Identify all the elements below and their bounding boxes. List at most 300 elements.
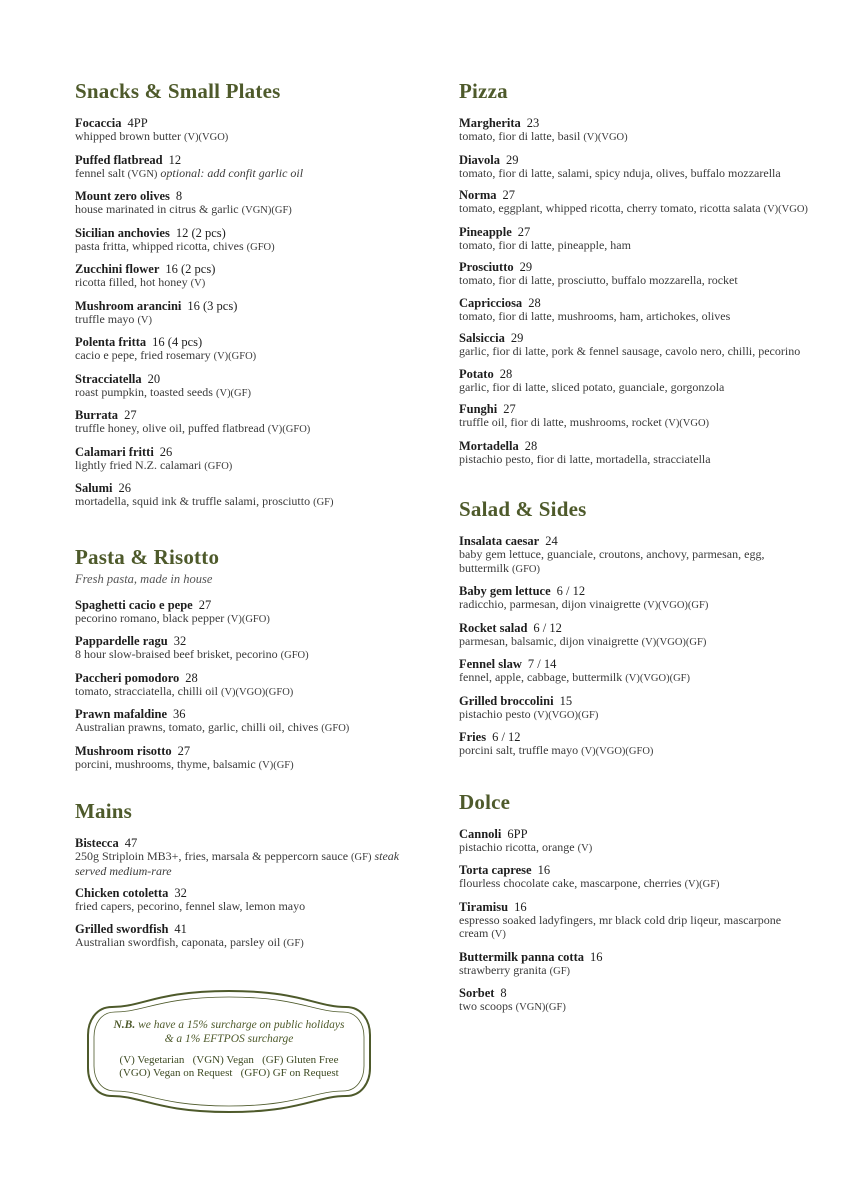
menu-item-name: Paccheri pomodoro [75, 670, 180, 685]
menu-item-name: Insalata caesar [459, 534, 540, 548]
menu-item [75, 481, 425, 510]
menu-item [75, 886, 425, 914]
menu-item-name: Sorbet [459, 986, 495, 1000]
menu-item-desc-text: truffle mayo [75, 311, 135, 326]
menu-item [75, 408, 425, 437]
menu-item-description [459, 416, 809, 431]
menu-item-desc-text: pistachio pesto [459, 706, 531, 721]
dietary-tags: (V)(VGO)(GFO) [581, 746, 654, 757]
menu-item-price: 20 [147, 371, 161, 386]
menu-item [75, 153, 425, 182]
menu-item-price: 27 [198, 597, 212, 612]
menu-item-price: 7 / 14 [527, 657, 557, 671]
dietary-tags: (V) [577, 842, 593, 854]
dietary-tags: (V) [190, 278, 206, 289]
menu-item-desc-text: Australian swordfish, caponata, parsley oil [75, 934, 281, 949]
menu-item-description [459, 202, 809, 217]
section-snacks [75, 78, 425, 510]
menu-item-name: Spaghetti cacio e pepe [75, 597, 193, 612]
menu-item-price: 12 (2 pcs) [175, 225, 226, 240]
dietary-tags: (GFO) [204, 460, 233, 472]
menu-item-name: Tiramisu [459, 899, 509, 914]
menu-item-desc-text: porcini, mushrooms, thyme, balsamic [75, 756, 256, 771]
menu-item-desc-text: 250g Striploin MB3+, fries, marsala & peppercorn sauce [75, 849, 349, 863]
menu-item [75, 189, 425, 218]
menu-item-desc-text: ricotta filled, hot honey [75, 275, 188, 289]
menu-item [75, 335, 425, 364]
menu-item-header [459, 694, 809, 708]
menu-item-name: Mushroom risotto [75, 743, 172, 758]
menu-item-name: Diavola [459, 152, 500, 167]
menu-item-desc-text: porcini salt, truffle mayo [459, 743, 579, 757]
menu-item [459, 900, 809, 942]
menu-item-name: Burrata [75, 408, 119, 422]
menu-item-description [459, 453, 809, 467]
menu-item-description [75, 203, 425, 218]
menu-item-name: Calamari fritti [75, 444, 154, 459]
menu-item-header [459, 402, 809, 416]
menu-item-name: Fennel slaw [459, 657, 522, 671]
dietary-tags: (V)(GFO) [213, 351, 257, 362]
menu-item-name: Margherita [459, 116, 521, 130]
dietary-tags: (GF) [283, 937, 304, 949]
menu-item-description [459, 239, 809, 253]
menu-item-desc-text: pistachio ricotta, orange [459, 839, 575, 854]
dietary-legend-2: (VGO) Vegan on Request (GFO) GF on Request [119, 1067, 339, 1079]
menu-item [75, 707, 425, 736]
section-salad [459, 496, 809, 759]
menu-item-description [459, 167, 809, 181]
dietary-tags: (V)(GFO) [227, 613, 270, 625]
mains-list [75, 836, 425, 950]
menu-item [459, 986, 809, 1015]
menu-item-name: Buttermilk panna cotta [459, 949, 584, 964]
menu-item-price: 28 [528, 295, 541, 310]
menu-item [459, 153, 809, 181]
menu-item-description [75, 900, 425, 914]
menu-item-header [459, 900, 809, 914]
menu-item-name: Mortadella [459, 438, 519, 453]
menu-item [75, 634, 425, 663]
menu-item-desc-text: truffle oil, fior di latte, mushrooms, rocket [459, 415, 662, 429]
menu-item-name: Salsiccia [459, 331, 505, 345]
menu-item-header [459, 296, 809, 310]
notice-text [82, 1019, 376, 1080]
menu-item [75, 744, 425, 773]
menu-item-desc-text: pasta fritta, whipped ricotta, chives [75, 238, 244, 253]
menu-item-header [459, 188, 809, 202]
section-title-pizza: Pizza [459, 79, 508, 103]
menu-item [75, 671, 425, 700]
menu-item-name: Focaccia [75, 116, 122, 130]
pizza-list [459, 116, 809, 466]
menu-item-price: 27 [124, 408, 137, 422]
menu-item-desc-text: tomato, fior di latte, prosciutto, buffalo mozzarella, rocket [459, 273, 738, 287]
dietary-tags: (VGN) [127, 168, 158, 180]
menu-item-header [75, 671, 425, 685]
menu-item-price: 6 / 12 [556, 584, 586, 598]
dietary-tags: (GF) [549, 965, 571, 977]
menu-item-desc-text: house marinated in citrus & garlic [75, 202, 239, 216]
menu-item-desc-text: fried capers, pecorino, fennel slaw, lemon mayo [75, 899, 306, 913]
menu-item-price: 12 [168, 152, 182, 167]
menu-item [75, 598, 425, 627]
menu-item-header [459, 534, 809, 548]
menu-item-price: 8 [500, 986, 507, 1000]
menu-item-price: 8 [175, 189, 183, 203]
menu-item-description [459, 964, 809, 979]
menu-item-header [75, 922, 425, 936]
menu-item-name: Prawn mafaldine [75, 707, 168, 721]
menu-item-description [459, 744, 809, 759]
menu-item-header [75, 335, 425, 349]
dolce-list [459, 827, 809, 1015]
menu-item-name: Pineapple [459, 224, 512, 239]
menu-item-name: Capricciosa [459, 295, 523, 310]
menu-item [459, 827, 809, 856]
menu-item-name: Funghi [459, 402, 498, 416]
menu-item-price: 27 [517, 224, 531, 239]
menu-item-name: Norma [459, 188, 497, 202]
menu-item-header [75, 836, 425, 850]
menu-item-description [459, 671, 809, 686]
menu-item-desc-text: fennel salt [75, 165, 125, 180]
menu-item-price: 29 [519, 260, 533, 274]
menu-item-header [75, 372, 425, 386]
dietary-tags: (GFO) [512, 563, 540, 575]
menu-item-header [75, 445, 425, 459]
section-pasta [75, 544, 425, 773]
menu-item-header [75, 226, 425, 240]
menu-item-price: 16 [590, 949, 603, 964]
menu-item-description [459, 635, 809, 650]
menu-item-price: 41 [174, 921, 187, 936]
menu-item-description [75, 349, 425, 364]
snacks-list [75, 116, 425, 510]
menu-item-description [459, 381, 809, 395]
menu-item-desc-text: cacio e pepe, fried rosemary [75, 348, 211, 362]
menu-item-price: 16 (4 pcs) [152, 335, 203, 349]
menu-item-header [75, 598, 425, 612]
menu-item-price: 4PP [127, 116, 148, 130]
menu-item-desc-text: tomato, eggplant, whipped ricotta, cherry tomato, ricotta salata [459, 201, 761, 215]
menu-item-desc-text: tomato, fior di latte, salami, spicy nduja, olives, buffalo mozzarella [459, 165, 781, 180]
dietary-tags: (GF) [313, 497, 334, 508]
menu-item-header [459, 863, 809, 877]
menu-item-header [75, 189, 425, 203]
menu-item-desc-text: lightly fried N.Z. calamari [75, 457, 202, 472]
menu-item [75, 299, 425, 328]
menu-item-note: steak served medium-rare [75, 849, 400, 878]
menu-item-description [75, 721, 425, 736]
menu-item [459, 621, 809, 650]
menu-item-header [459, 260, 809, 274]
menu-item-description [75, 459, 425, 474]
menu-item-header [459, 331, 809, 345]
left-column [75, 78, 425, 958]
menu-item-desc-text: whipped brown butter [75, 129, 181, 143]
menu-item-header [75, 116, 425, 130]
menu-item-header [459, 657, 809, 671]
menu-item-header [459, 986, 809, 1000]
dietary-legend-1: (V) Vegetarian (VGN) Vegan (GF) Gluten Free [119, 1054, 339, 1066]
menu-item-name: Grilled swordfish [75, 921, 169, 936]
menu-item-price: 47 [124, 836, 138, 850]
menu-item-desc-text: roast pumpkin, toasted seeds [75, 384, 213, 399]
menu-item-name: Baby gem lettuce [459, 584, 551, 598]
menu-item-name: Potato [459, 366, 494, 381]
menu-item-description [75, 240, 425, 255]
menu-item-price: 28 [499, 366, 513, 381]
menu-item-description [75, 648, 425, 663]
dietary-tags: (V)(VGO)(GFO) [220, 686, 294, 698]
menu-item [459, 367, 809, 395]
pasta-list [75, 598, 425, 773]
menu-item-description [75, 850, 425, 878]
menu-item-desc-text: garlic, fior di latte, sliced potato, guanciale, gorgonzola [459, 379, 725, 394]
dietary-tags: (V) [137, 314, 153, 326]
menu-item-name: Fries [459, 730, 487, 744]
menu-item-name: Zucchini flower [75, 262, 160, 276]
menu-item-header [75, 153, 425, 167]
menu-item-name: Puffed flatbread [75, 152, 163, 167]
menu-item-description [459, 877, 809, 892]
dietary-tags: (V) [491, 929, 506, 940]
menu-item-name: Stracciatella [75, 371, 142, 386]
menu-item-desc-text: pistachio pesto, fior di latte, mortadella, stracciatella [459, 451, 711, 466]
dietary-tags: (V)(VGO)(GF) [533, 709, 599, 721]
menu-item [75, 372, 425, 401]
menu-item [459, 730, 809, 759]
dietary-tags: (V)(VGO)(GF) [641, 636, 707, 648]
menu-item [459, 439, 809, 467]
menu-item [459, 260, 809, 288]
section-dolce [459, 789, 809, 1015]
menu-item-description [459, 708, 809, 723]
menu-item-desc-text: truffle honey, olive oil, puffed flatbread [75, 421, 265, 435]
menu-item-description [75, 386, 425, 401]
section-title-snacks: Snacks & Small Plates [75, 79, 281, 103]
menu-item-description [75, 422, 425, 437]
section-title-dolce: Dolce [459, 789, 511, 814]
menu-item-price: 26 [118, 481, 132, 495]
menu-item-header [75, 262, 425, 276]
menu-item-name: Cannoli [459, 826, 502, 841]
menu-item-name: Mount zero olives [75, 189, 170, 203]
menu-item [459, 950, 809, 979]
dietary-tags: (V)(GF) [684, 879, 720, 890]
dietary-tags: (VGN)(GF) [515, 1002, 566, 1013]
menu-item-name: Bistecca [75, 836, 119, 850]
menu-item-description [459, 345, 809, 359]
menu-item [459, 402, 809, 431]
menu-item-header [459, 827, 809, 841]
menu-item-description [75, 495, 425, 510]
menu-item-header [459, 116, 809, 130]
menu-item-desc-text: pecorino romano, black pepper [75, 610, 225, 625]
dietary-tags: (V)(VGO) [183, 132, 229, 143]
dietary-tags: (V)(VGO)(GF) [643, 600, 709, 611]
dietary-tags: (V)(VGO) [664, 418, 710, 429]
menu-item-name: Rocket salad [459, 620, 528, 635]
menu-item [459, 296, 809, 324]
dietary-tags: (VGN)(GF) [241, 205, 292, 216]
section-pizza [459, 78, 809, 466]
menu-item-desc-text: tomato, fior di latte, pineapple, ham [459, 237, 631, 252]
menu-item-description [75, 167, 425, 182]
menu-item-price: 6PP [507, 826, 528, 841]
menu-item-desc-text: strawberry granita [459, 962, 547, 977]
menu-item [75, 116, 425, 145]
menu-item-description [75, 758, 425, 773]
notice-line-1: we have a 15% surcharge on public holidays [138, 1019, 345, 1031]
menu-item-description [459, 130, 809, 145]
menu-item-description [75, 276, 425, 291]
menu-item-header [75, 886, 425, 900]
menu-item [459, 116, 809, 145]
dietary-tags: (V)(VGO) [763, 204, 808, 215]
menu-item-header [459, 153, 809, 167]
menu-item-desc-text: tomato, fior di latte, mushrooms, ham, artichokes, olives [459, 308, 731, 323]
menu-item-price: 15 [559, 693, 573, 708]
dietary-tags: (V)(VGO)(GF) [625, 673, 690, 684]
menu-item-name: Salumi [75, 481, 113, 495]
menu-item-description [459, 274, 809, 288]
notice-line-2: & a 1% EFTPOS surcharge [164, 1032, 294, 1045]
menu-item-desc-text: parmesan, balsamic, dijon vinaigrette [459, 633, 639, 648]
dietary-tags: (GFO) [321, 723, 350, 734]
menu-item-note: optional: add confit garlic oil [160, 165, 304, 180]
menu-item-price: 16 [537, 863, 551, 877]
menu-item-price: 26 [159, 444, 173, 459]
nb-label: N.B. [113, 1019, 136, 1031]
menu-item-desc-text: tomato, fior di latte, basil [459, 129, 581, 143]
menu-item-description [75, 936, 425, 951]
menu-item-price: 32 [173, 634, 187, 648]
menu-item-desc-text: flourless chocolate cake, mascarpone, cherries [459, 876, 682, 890]
menu-item [75, 836, 425, 878]
menu-item-price: 27 [502, 188, 515, 202]
menu-item-desc-text: fennel, apple, cabbage, buttermilk [459, 670, 623, 684]
menu-item-description [459, 841, 809, 856]
section-mains [75, 798, 425, 950]
menu-item-price: 16 [514, 899, 527, 914]
menu-item-name: Prosciutto [459, 260, 514, 274]
dietary-tags: (GF) [351, 852, 372, 863]
menu-item-description [459, 914, 809, 942]
menu-item-description [459, 548, 809, 576]
menu-item [459, 584, 809, 613]
menu-item-desc-text: 8 hour slow-braised beef brisket, pecorino [75, 647, 278, 661]
menu-item-description [75, 130, 425, 145]
dietary-tags: (V)(GF) [258, 759, 294, 771]
salad-list [459, 534, 809, 759]
menu-item-price: 28 [185, 670, 198, 685]
surcharge-notice [82, 985, 376, 1118]
section-title-pasta: Pasta & Risotto [75, 544, 220, 569]
menu-item-name: Chicken cotoletta [75, 886, 169, 900]
menu-item-price: 16 (2 pcs) [165, 262, 216, 276]
menu-item-name: Torta caprese [459, 863, 532, 877]
menu-item-price: 27 [177, 743, 191, 758]
menu-item-name: Pappardelle ragu [75, 634, 168, 648]
menu-item-price: 28 [524, 438, 538, 453]
menu-item-price: 29 [510, 331, 524, 345]
menu-item-desc-text: mortadella, squid ink & truffle salami, prosciutto [75, 494, 311, 508]
menu-item-price: 36 [173, 707, 186, 721]
menu-item-description [459, 598, 809, 613]
menu-item-header [75, 481, 425, 495]
section-title-mains: Mains [75, 799, 133, 823]
dietary-tags: (V)(GFO) [267, 424, 311, 435]
menu-item-header [459, 730, 809, 744]
menu-item-price: 29 [505, 152, 519, 167]
menu-item-header [459, 439, 809, 453]
menu-item-desc-text: tomato, stracciatella, chilli oil [75, 683, 218, 698]
menu-item-description [75, 612, 425, 627]
menu-item [459, 534, 809, 576]
menu-item-price: 6 / 12 [533, 620, 562, 635]
menu-item-price: 23 [526, 116, 540, 130]
menu-item [459, 225, 809, 253]
menu-item-description [459, 310, 809, 324]
menu-item-desc-text: Australian prawns, tomato, garlic, chilli oil, chives [75, 720, 319, 734]
menu-item-name: Polenta fritta [75, 335, 147, 349]
menu-item-header [459, 621, 809, 635]
menu-item [459, 863, 809, 892]
menu-item-header [459, 950, 809, 964]
menu-item-header [459, 225, 809, 239]
dietary-tags: (GFO) [280, 650, 309, 661]
menu-item-description [459, 1000, 809, 1015]
menu-item-name: Sicilian anchovies [75, 225, 170, 240]
menu-item-price: 16 (3 pcs) [187, 298, 238, 313]
right-column [459, 78, 809, 1023]
section-subtitle-pasta: Fresh pasta, made in house [75, 571, 213, 586]
dietary-tags: (GFO) [246, 241, 275, 253]
menu-item-header [75, 408, 425, 422]
menu-item-price: 32 [174, 886, 187, 900]
menu-item-name: Grilled broccolini [459, 693, 554, 708]
menu-item-desc-text: two scoops [459, 999, 513, 1013]
menu-item-price: 27 [503, 402, 516, 416]
menu-item [75, 226, 425, 255]
menu-item-description [75, 685, 425, 700]
section-title-salad: Salad & Sides [459, 497, 587, 521]
menu-item-header [459, 367, 809, 381]
menu-item-header [75, 634, 425, 648]
menu-item-header [75, 707, 425, 721]
menu-item [459, 694, 809, 723]
menu-item [75, 262, 425, 291]
menu-item [75, 922, 425, 951]
menu-item-desc-text: garlic, fior di latte, pork & fennel sausage, cavolo nero, chilli, pecorino [459, 344, 801, 358]
menu-item-desc-text: radicchio, parmesan, dijon vinaigrette [459, 597, 641, 611]
menu-item-desc-text: baby gem lettuce, guanciale, croutons, anchovy, parmesan, egg, buttermilk [459, 547, 765, 575]
menu-item-header [75, 744, 425, 758]
menu-item-price: 6 / 12 [492, 730, 521, 744]
menu-item [75, 445, 425, 474]
menu-item [459, 188, 809, 217]
menu-item-price: 24 [545, 534, 558, 548]
menu-item-description [75, 313, 425, 328]
menu-item-name: Mushroom arancini [75, 298, 182, 313]
dietary-tags: (V)(VGO) [583, 132, 628, 143]
menu-item-desc-text: espresso soaked ladyfingers, mr black cold drip liqeur, mascarpone cream [459, 912, 782, 940]
menu-item-header [459, 584, 809, 598]
menu-item-header [75, 299, 425, 313]
menu-item [459, 657, 809, 686]
